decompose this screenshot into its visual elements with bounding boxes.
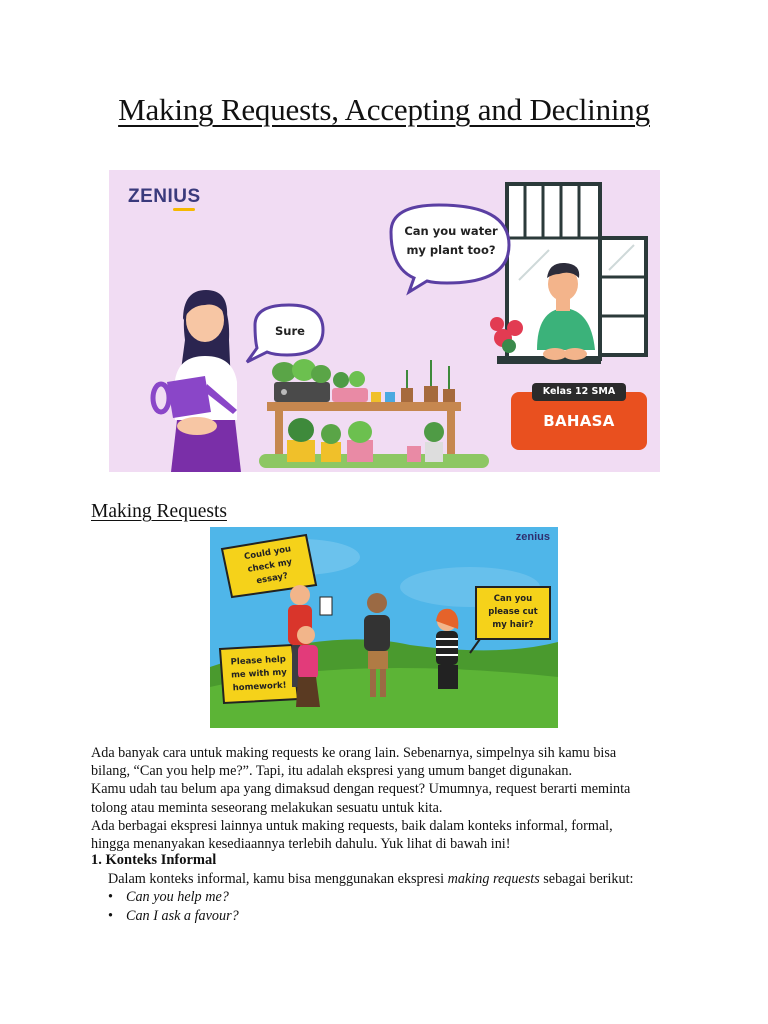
paragraph-line: Ada banyak cara untuk making requests ke orang lain. Sebenarnya, simpelnya sih kamu bisa	[91, 745, 617, 761]
expression-list	[108, 888, 239, 925]
page-title: Making Requests, Accepting and Declining	[118, 92, 650, 127]
intro-text-end: sebagai berikut:	[539, 871, 634, 887]
requests-illustration	[210, 527, 558, 728]
zenius-logo-small: zenius	[515, 531, 550, 543]
speech-bubble-man: Can you water my plant too?	[404, 224, 498, 257]
section-heading: Making Requests	[91, 501, 227, 522]
intro-text: Dalam konteks informal, kamu bisa menggunakan ekspresi	[108, 871, 448, 887]
paragraph-line: tolong atau meminta seseorang melakukan sesuatu untuk kita.	[91, 799, 443, 816]
sign-help-homework: Please help me with my homework!	[230, 654, 288, 694]
sign-cut-hair: Can you please cut my hair?	[488, 594, 538, 630]
paragraph-line: bilang, “Can you help me?”. Tapi, itu adalah ekspresi yang umum banget digunakan.	[91, 763, 572, 780]
speech-bubble-woman: Sure	[275, 324, 305, 338]
logo-accent	[173, 208, 195, 211]
zenius-logo: ZENIUS	[128, 186, 201, 207]
article-body	[91, 744, 691, 853]
subsection-heading: 1. Konteks Informal	[91, 852, 217, 868]
banner-illustration	[109, 170, 660, 488]
subsection-intro	[108, 871, 633, 888]
list-item: • Can I ask a favour?	[108, 907, 239, 926]
list-item: • Can you help me?	[108, 888, 239, 907]
grade-tag: Kelas 12 SMA	[532, 383, 626, 401]
subject-tag: BAHASA INGGRIS	[511, 392, 647, 450]
paragraph-line: Ada berbagai ekspresi lainnya untuk making requests, baik dalam konteks informal, formal,	[91, 817, 613, 834]
paragraph-line: hingga menanyakan kesediaannya terlebih dahulu. Yuk lihat di bawah ini!	[91, 836, 511, 853]
sign-check-essay: Could you check my essay?	[243, 544, 293, 587]
paragraph-line: Kamu udah tau belum apa yang dimaksud dengan request? Umumnya, request berarti meminta	[91, 781, 631, 798]
intro-emphasis: making requests	[447, 871, 540, 887]
